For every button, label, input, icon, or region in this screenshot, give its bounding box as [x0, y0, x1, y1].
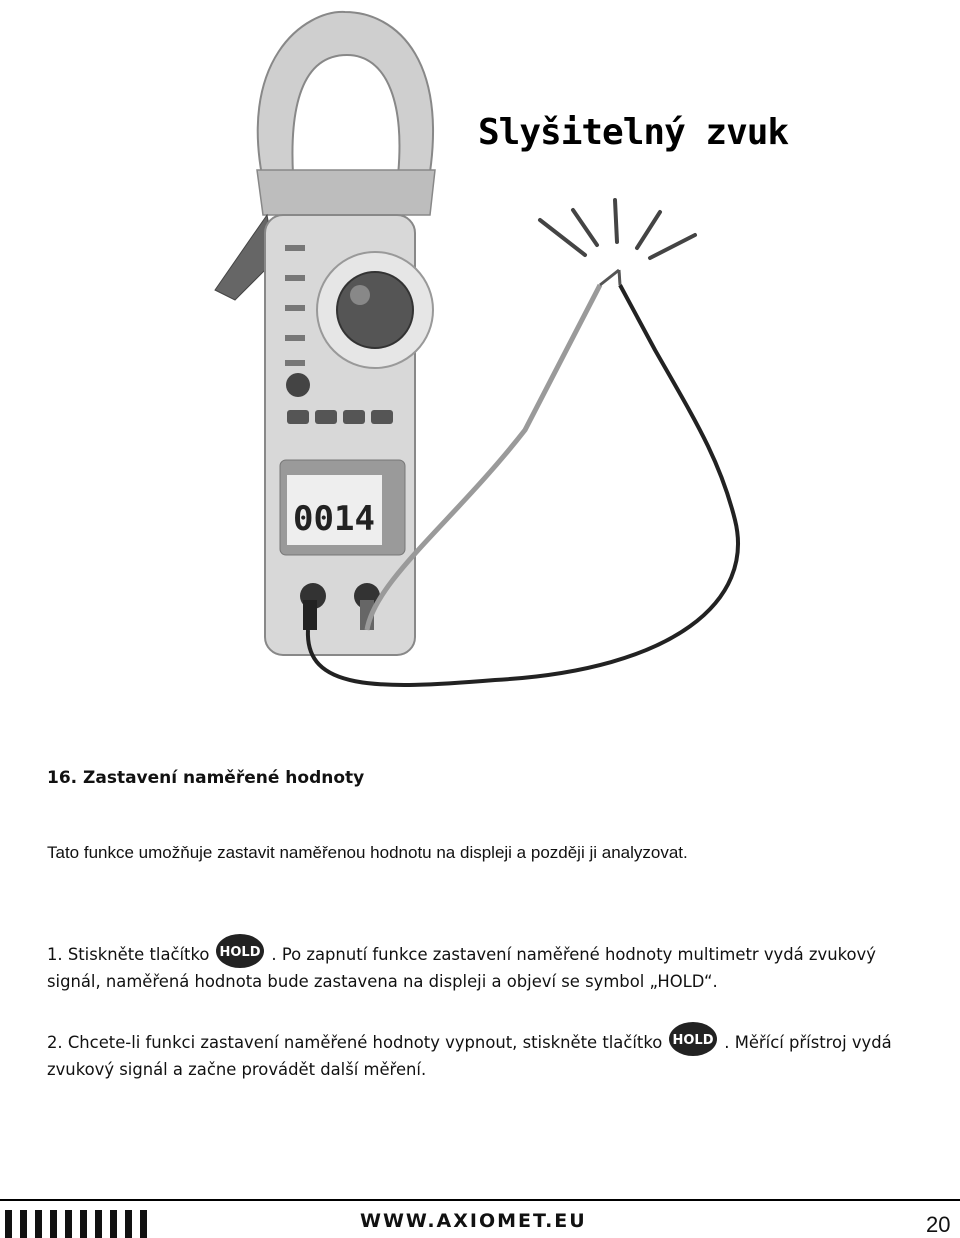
hold-button-label: HOLD [672, 1033, 714, 1048]
lcd-reading: 0014 [293, 499, 375, 539]
section-heading: 16. Zastavení naměřené hodnoty [47, 768, 365, 788]
footer-url: WWW.AXIOMET.EU [360, 1210, 587, 1232]
step-1 [47, 932, 927, 993]
footer-barcode-decoration [5, 1210, 147, 1238]
step-1-after: . Po zapnutí funkce zastavení naměřené hodnoty multimetr vydá zvukový signál, naměřená hodnota bude zastavena na displeji a objeví se symbol „HOLD“. [47, 945, 876, 991]
section-intro: Tato funkce umožňuje zastavit naměřenou hodnotu na displeji a později ji analyzovat. [47, 843, 688, 862]
step-2 [47, 1020, 927, 1081]
step-2-before: 2. Chcete-li funkci zastavení naměřené hodnoty vypnout, stiskněte tlačítko [47, 1033, 663, 1052]
clamp-meter-illustration [195, 0, 755, 700]
hold-button-icon [213, 932, 267, 970]
footer-divider [0, 1199, 960, 1201]
clamp-jaw-band [257, 170, 435, 215]
figure-caption: Slyšitelný zvuk [478, 112, 789, 153]
step-1-before: 1. Stiskněte tlačítko [47, 945, 210, 964]
hold-button-icon [666, 1020, 720, 1058]
page-number: 20 [926, 1212, 951, 1237]
sound-lines [540, 200, 695, 258]
hold-button-on-meter [286, 373, 310, 397]
hold-button-label: HOLD [219, 945, 261, 960]
step-2-after: . Měřící přístroj vydá zvukový signál a začne provádět další měření. [47, 1033, 892, 1079]
